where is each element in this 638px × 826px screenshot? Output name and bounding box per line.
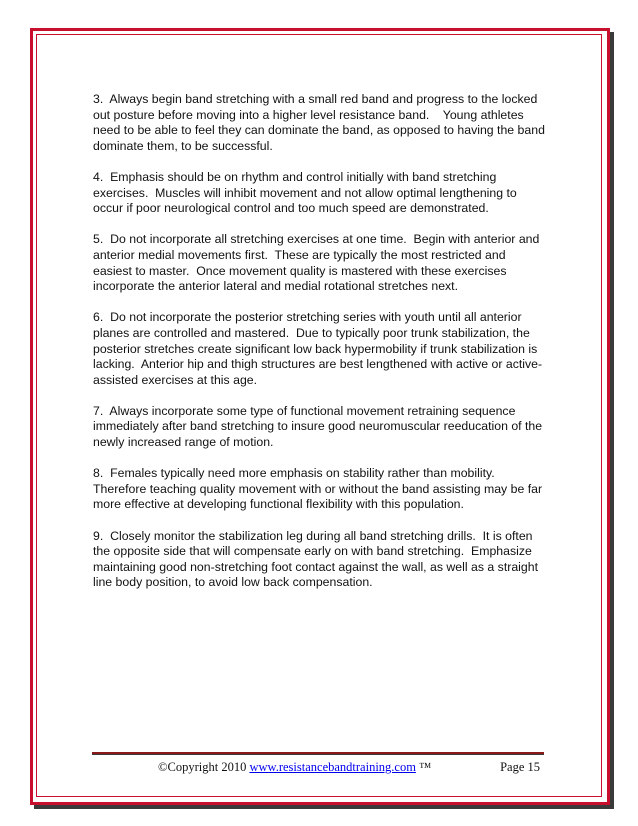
copyright-prefix: ©Copyright 2010 xyxy=(158,760,250,774)
paragraph-9: 9. Closely monitor the stabilization leg during all band stretching drills. It is often the opposite side that will compensate early on with band stretching. Emphasize maintaining good non-stretching foot contact against the wall, as well as a straight line body position, to avoid low back compensation. xyxy=(93,528,542,590)
paragraph-8: 8. Females typically need more emphasis on stability rather than mobility. Therefore teaching quality movement with or without the band assisting may be far more effective at developing functional flexibility with this population. xyxy=(93,466,546,512)
paragraph-7: 7. Always incorporate some type of functional movement retraining sequence immediately after band stretching to insure good neuromuscular reeducation of the newly increased range of motion. xyxy=(93,403,546,450)
page-number: Page 15 xyxy=(500,760,540,774)
copyright-notice xyxy=(158,760,431,775)
document-body xyxy=(93,92,549,607)
paragraph-5: 5. Do not incorporate all stretching exercises at one time. Begin with anterior and anterior medial movements first. These are typically the most restricted and easiest to master. Once movement quality is mastered with these exercises incorporate the anterior lateral and medial rotational stretches next. xyxy=(93,232,543,294)
footer-divider xyxy=(92,752,544,754)
trademark-symbol: ™ xyxy=(415,760,432,774)
page-footer xyxy=(92,760,544,778)
paragraph-4: 4. Emphasis should be on rhythm and control initially with band stretching exercises. Muscles will inhibit movement and not allow optimal lengthening to occur if poor neurological control and too much speed are demonstrated. xyxy=(93,169,521,216)
paragraph-3: 3. Always begin band stretching with a small red band and progress to the locked out posture before moving into a higher level resistance band. Young athletes need to be able to feel they can dominate the band, as opposed to having the band dominate them, to be successful. xyxy=(93,92,549,153)
website-link[interactable]: www.resistancebandtraining.com xyxy=(249,760,416,774)
paragraph-6: 6. Do not incorporate the posterior stretching series with youth until all anterior planes are controlled and mastered. Due to typically poor trunk stabilization, the posterior stretches create significant low back hypermobility if trunk stabilization is lacking. Anterior hip and thigh structures are best lengthened with active or active-assisted exercises at this age. xyxy=(93,310,543,387)
